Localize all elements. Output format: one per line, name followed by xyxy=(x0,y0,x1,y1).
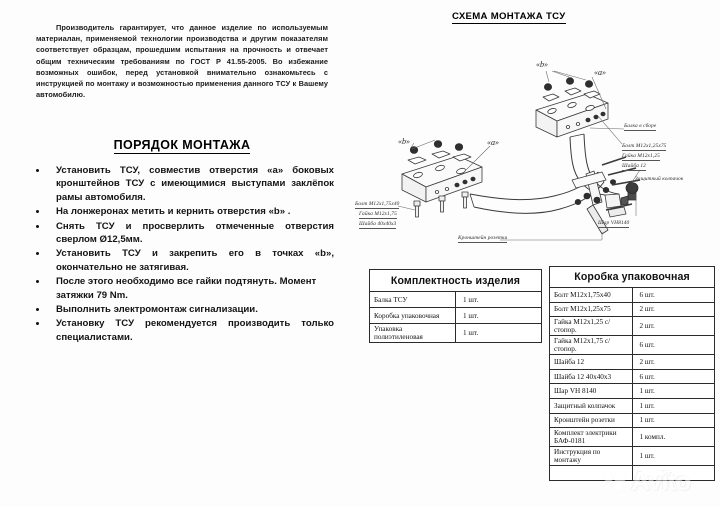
list-item xyxy=(22,275,334,302)
item-qty: 6 шт. xyxy=(632,369,715,384)
list-item-label: На лонжеронах метить и кернить отверстия «b» . xyxy=(56,206,291,218)
item-qty: 1 шт. xyxy=(632,384,715,399)
list-item xyxy=(22,317,334,344)
item-qty: 1 шт. xyxy=(456,324,542,343)
label-nut-125: Гайка M12x1,25 xyxy=(622,153,660,159)
table-header-row xyxy=(550,267,715,288)
table-row xyxy=(550,428,715,447)
item-name: Шар VH 8140 xyxy=(550,384,633,399)
callout-a-bottom: «a» xyxy=(487,138,499,147)
table-row xyxy=(370,292,542,308)
callout-b-top: «b» xyxy=(536,60,548,69)
list-item-label: Выполнить электромонтаж сигнализации. xyxy=(56,304,258,316)
item-name: Комплект электрики БАФ-0181 xyxy=(550,428,633,447)
label-assembly: Балка в сборе xyxy=(624,123,657,129)
list-item-label: После этого необходимо все гайки подтянуть. Момент затяжки 79 Nm. xyxy=(56,276,317,301)
item-qty: 6 шт. xyxy=(632,336,715,355)
item-name: Защитный колпачок xyxy=(550,398,633,413)
table-row xyxy=(550,336,715,355)
label-washer-12: Шайба 12 xyxy=(622,163,646,169)
item-name: Гайка M12x1,25 с/стопор. xyxy=(550,317,633,336)
label-socket-bracket: Кронштейн розетки xyxy=(458,235,508,241)
item-qty: 2 шт. xyxy=(632,355,715,370)
label-washer-40: Шайба 40x40x3 xyxy=(359,221,397,227)
bullet-icon xyxy=(36,225,39,228)
table-row xyxy=(550,369,715,384)
bullet-icon xyxy=(36,308,39,311)
label-tow-ball: Шар VH8140 xyxy=(598,220,630,226)
item-qty: 1 компл. xyxy=(632,428,715,447)
label-nut-175: Гайка M12x1,75 xyxy=(359,211,397,217)
bullet-icon xyxy=(36,322,39,325)
table-header-row xyxy=(370,270,542,292)
label-bolt-125: Болт M12x1,25x75 xyxy=(622,143,667,149)
table-row xyxy=(550,355,715,370)
table-row xyxy=(550,302,715,317)
bullet-icon xyxy=(36,252,39,255)
item-qty: 6 шт. xyxy=(632,288,715,303)
table-row xyxy=(550,413,715,428)
list-item-label: Установить ТСУ и закрепить его в точках «b», окончательно не затягивая. xyxy=(56,248,334,273)
procedure-list xyxy=(22,164,334,345)
bullet-icon xyxy=(36,280,39,283)
label-bolt-175: Болт M12x1,75x40 xyxy=(355,201,400,207)
list-item xyxy=(22,205,334,218)
intro-paragraph: Производитель гарантирует, что данное изделие по используемым материалан, применяемой технологии производства и другим показателям соответствует образцам, прошедшим испытания на прочность и отвечает общим техническим требованиям по ГОСТ Р 41.55-2005. Во избежание возможных ошибок, перед установкой внимательно ознакомьтесь с инструкцией по монтажу и возможностью применения данного ТСУ к Вашему автомобилю. xyxy=(36,23,328,100)
towbar-assembly-diagram xyxy=(340,24,720,264)
item-name: Гайка M12x1,75 с/стопор. xyxy=(550,336,633,355)
list-item-label: Снять ТСУ и просверлить отмеченные отверстия сверлом Ø12,5мм. xyxy=(56,220,334,246)
diagram-title: СХЕМА МОНТАЖА ТСУ xyxy=(452,11,566,22)
item-qty: 1 шт. xyxy=(456,292,542,308)
avito-watermark-label: Avito xyxy=(631,466,691,496)
item-qty: 1 шт. xyxy=(632,447,715,466)
item-name: Коробка упаковочная xyxy=(370,308,456,324)
callout-a-top: «a» xyxy=(594,68,606,77)
item-name: Балка ТСУ xyxy=(370,292,456,308)
item-name: Инструкция по монтажу xyxy=(550,447,633,466)
list-item xyxy=(22,303,334,316)
table-kit-header: Комплектность изделия xyxy=(370,270,542,292)
list-item xyxy=(22,247,334,274)
callout-b-bottom: «b» xyxy=(398,137,410,146)
table-box-header: Коробка упаковочная xyxy=(550,267,715,288)
packing-box-table xyxy=(549,266,715,481)
avito-watermark xyxy=(604,466,690,497)
table-row xyxy=(550,317,715,336)
product-kit-table xyxy=(369,269,542,343)
bullet-icon xyxy=(36,169,39,172)
list-item-label: Установить ТСУ, совместив отверстия «a» боковых кронштейнов ТСУ с имеющимися выступами заклёпок рамы автомобиля. xyxy=(56,165,334,203)
item-qty: 1 шт. xyxy=(632,398,715,413)
item-name: Болт M12x1,25x75 xyxy=(550,302,633,317)
table-row xyxy=(550,398,715,413)
table-row xyxy=(370,308,542,324)
list-item-label: Установку ТСУ рекомендуется производить только специалистами. xyxy=(56,318,334,343)
table-row xyxy=(550,447,715,466)
item-name: Шайба 12 xyxy=(550,355,633,370)
table-row xyxy=(550,384,715,399)
bullet-icon xyxy=(36,210,39,213)
label-protective-cap: Защитный колпачок xyxy=(635,176,684,182)
item-name: Кронштейн розетки xyxy=(550,413,633,428)
avito-logo-icon xyxy=(604,471,628,493)
table-row xyxy=(370,324,542,343)
item-qty: 2 шт. xyxy=(632,317,715,336)
item-qty: 1 шт. xyxy=(456,308,542,324)
item-qty: 2 шт. xyxy=(632,302,715,317)
item-name: Болт M12x1,75x40 xyxy=(550,288,633,303)
procedure-title-text: ПОРЯДОК МОНТАЖА xyxy=(113,138,251,152)
list-item xyxy=(22,164,334,204)
table-row xyxy=(550,288,715,303)
item-qty: 1 шт. xyxy=(632,413,715,428)
item-name: Упаковка полиэтиленовая xyxy=(370,324,456,343)
list-item xyxy=(22,220,334,247)
item-name: Шайба 12 40x40x3 xyxy=(550,369,633,384)
procedure-title xyxy=(36,138,328,152)
